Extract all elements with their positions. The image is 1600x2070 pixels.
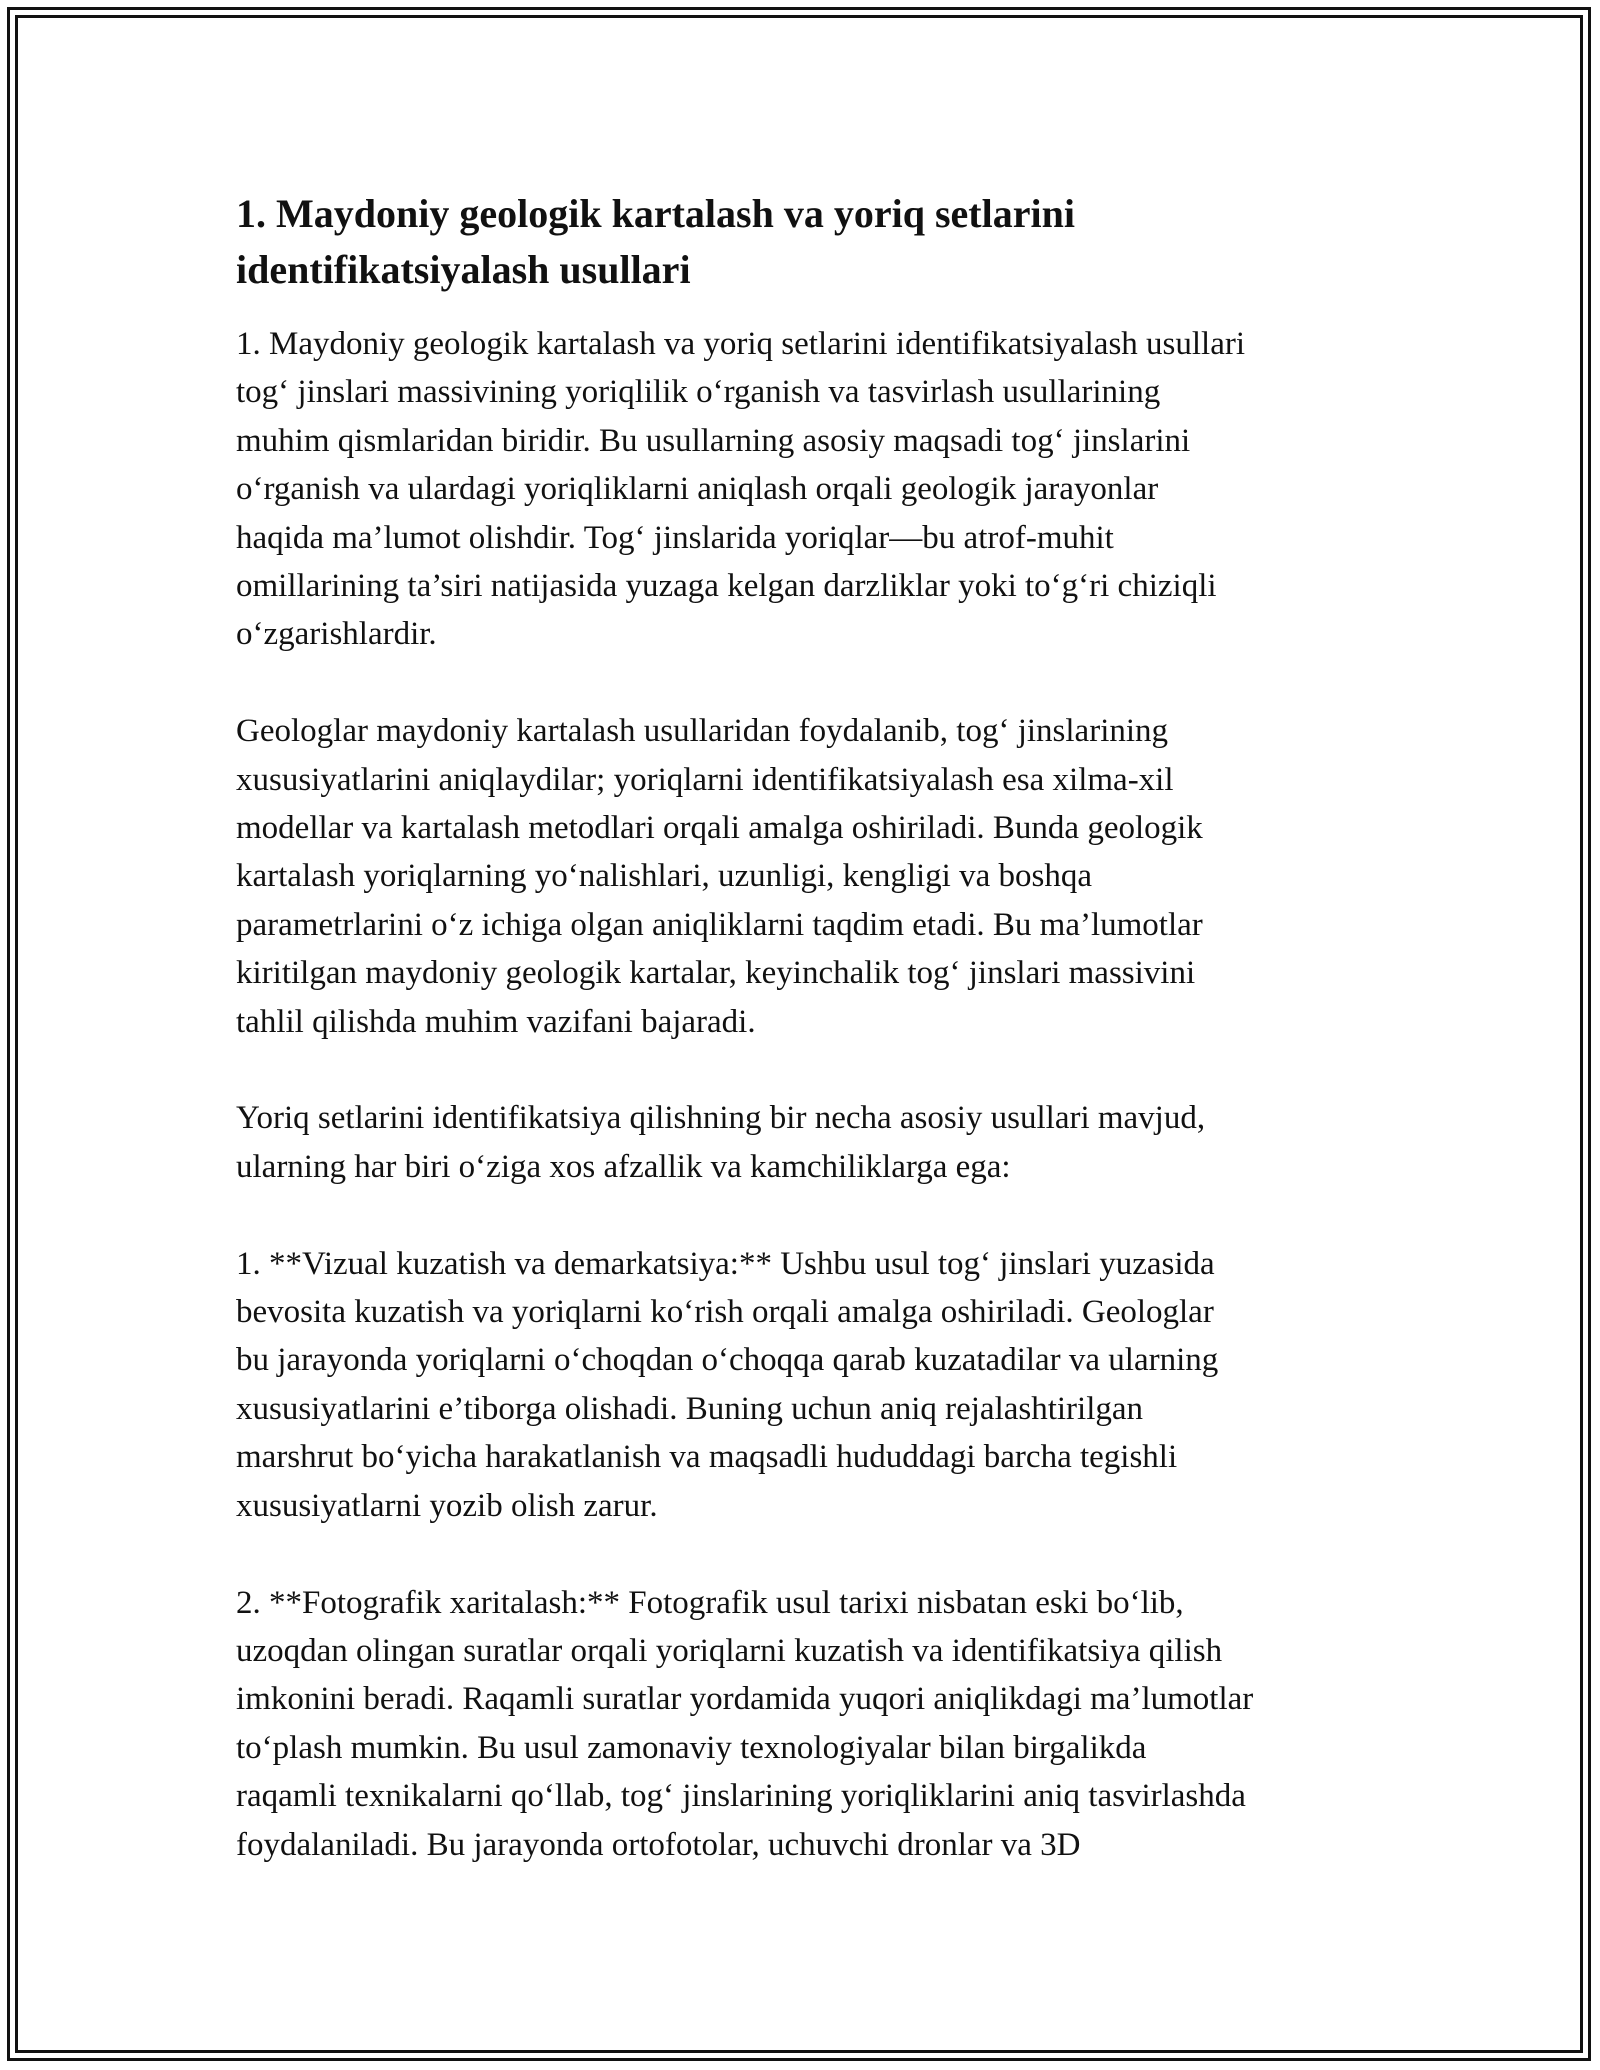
paragraph-intro: 1. Maydoniy geologik kartalash va yoriq setlarini identifikatsiyalash usullari tog‘ jinslari massivining yoriqlilik o‘rganish va tasvirlash usullarining muhim qismlaridan biridir. Bu usullarning asosiy maqsadi tog‘ jinslarini o‘rganish va ulardagi yoriqliklarni aniqlash orqali geologik jarayonlar haqida ma’lumot olishdir. Tog‘ jinslarida yoriqlar—bu atrof-muhit omillarining ta’siri natijasida yuzaga kelgan darzliklar yoki to‘g‘ri chiziqli o‘zgarishlardir. (236, 326, 1246, 653)
document-title: 1. Maydoniy geologik kartalash va yoriq setlarini identifikatsiyalash usullari (236, 191, 1075, 292)
paragraph-photographic-mapping: 2. **Fotografik xaritalash:** Fotografik usul tarixi nisbatan eski bo‘lib, uzoqdan olingan suratlar orqali yoriqlarni kuzatish va identifikatsiya qilish imkonini beradi. Raqamli suratlar yordamida yuqori aniqlikdagi ma’lumotlar to‘plash mumkin. Bu usul zamonaviy texnologiyalar bilan birgalikda raqamli texnikalarni qo‘llab, tog‘ jinslarining yoriqliklarini aniq tasvirlashda foydalaniladi. Bu jarayonda ortofotolar, uchuvchi dronlar va 3D (236, 1584, 1254, 1863)
document-page (236, 186, 1386, 1869)
paragraph-visual-observation: 1. **Vizual kuzatish va demarkatsiya:** Ushbu usul tog‘ jinslari yuzasida bevosita kuzatish va yoriqlarni ko‘rish orqali amalga oshiriladi. Geologlar bu jarayonda yoriqlarni o‘choqdan o‘choqqa qarab kuzatadilar va ularning xususiyatlarini e’tiborga olishadi. Buning uchun aniq rejalashtirilgan marshrut bo‘yicha harakatlanish va maqsadli hududdagi barcha tegishli xususiyatlarni yozib olish zarur. (236, 1245, 1219, 1524)
paragraph-mapping: Geologlar maydoniy kartalash usullaridan foydalanib, tog‘ jinslarining xususiyatlarini aniqlaydilar; yoriqlarni identifikatsiyalash esa xilma-xil modellar va kartalash metodlari orqali amalga oshiriladi. Bunda geologik kartalash yoriqlarning yo‘nalishlari, uzunligi, kengligi va boshqa parametrlarini o‘z ichiga olgan aniqliklarni taqdim etadi. Bu ma’lumotlar kiritilgan maydoniy geologik kartalar, keyinchalik tog‘ jinslari massivini tahlil qilishda muhim vazifani bajaradi. (236, 713, 1203, 1040)
paragraph-methods-intro: Yoriq setlarini identifikatsiya qilishning bir necha asosiy usullari mavjud, ularning har biri o‘ziga xos afzallik va kamchiliklarga ega: (236, 1100, 1206, 1185)
